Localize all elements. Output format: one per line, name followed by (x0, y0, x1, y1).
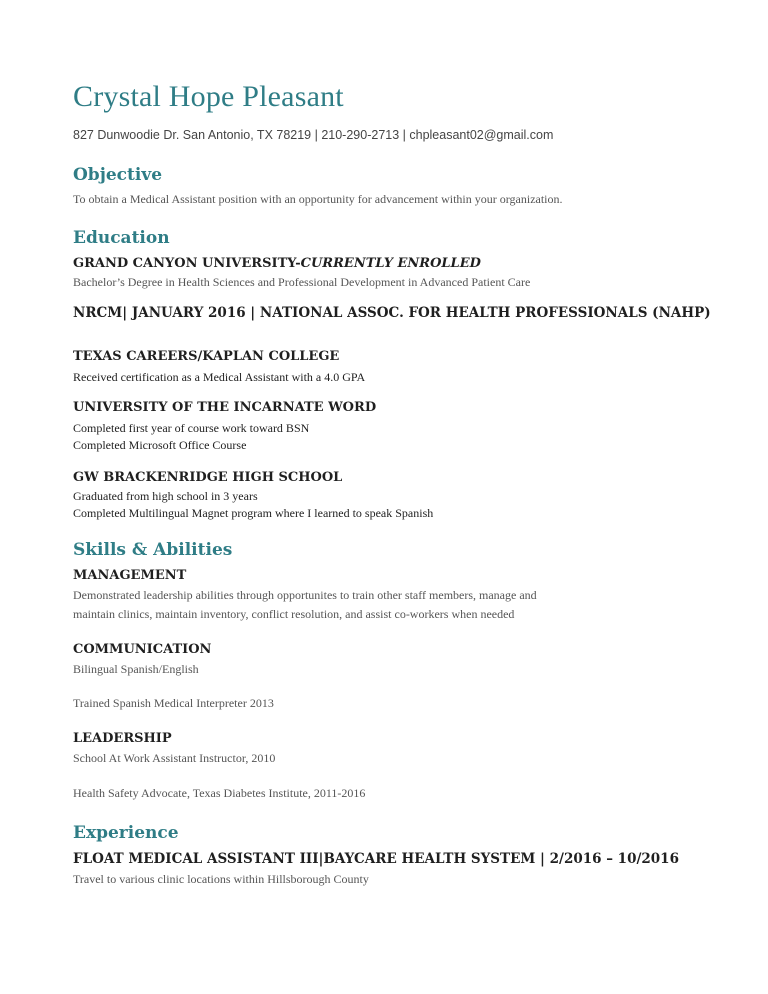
uiw-line-1: Completed first year of course work toward BSN (73, 421, 310, 435)
objective-text: To obtain a Medical Assistant position with an opportunity for advancement within your organization. (73, 192, 563, 206)
kaplan-title: TEXAS CAREERS/KAPLAN COLLEGE (73, 349, 340, 364)
kaplan-description: Received certification as a Medical Assistant with a 4.0 GPA (73, 370, 366, 384)
objective-heading: Objective (73, 165, 163, 185)
gcu-title (73, 256, 481, 271)
education-heading: Education (73, 228, 170, 248)
contact-line: 827 Dunwoodie Dr. San Antonio, TX 78219 | 210-290-2713 | chpleasant02@gmail.com (73, 128, 554, 142)
nrcm-line: NRCM| JANUARY 2016 | NATIONAL ASSOC. FOR HEALTH PROFESSIONALS (NAHP) (73, 305, 711, 321)
gw-title: GW BRACKENRIDGE HIGH SCHOOL (73, 470, 343, 485)
communication-line-1: Bilingual Spanish/English (73, 662, 199, 676)
management-line-2: maintain clinics, maintain inventory, conflict resolution, and assist co-workers when needed (73, 607, 515, 621)
gw-line-1: Graduated from high school in 3 years (73, 489, 258, 503)
gcu-name: GRAND CANYON UNIVERSITY- (73, 256, 301, 271)
communication-title: COMMUNICATION (73, 642, 212, 657)
gw-line-2: Completed Multilingual Magnet program where I learned to speak Spanish (73, 506, 434, 520)
job-1-title: FLOAT MEDICAL ASSISTANT III|BAYCARE HEALTH SYSTEM | 2/2016 – 10/2016 (73, 851, 679, 867)
skills-heading: Skills & Abilities (73, 540, 233, 560)
leadership-title: LEADERSHIP (73, 731, 172, 746)
uiw-title: UNIVERSITY OF THE INCARNATE WORD (73, 400, 377, 415)
gcu-description: Bachelor’s Degree in Health Sciences and Professional Development in Advanced Patient Care (73, 275, 531, 289)
communication-line-2: Trained Spanish Medical Interpreter 2013 (73, 696, 274, 710)
leadership-line-1: School At Work Assistant Instructor, 2010 (73, 751, 276, 765)
experience-heading: Experience (73, 823, 179, 843)
candidate-name: Crystal Hope Pleasant (73, 80, 344, 113)
uiw-line-2: Completed Microsoft Office Course (73, 438, 247, 452)
gcu-status: CURRENTLY ENROLLED (300, 256, 481, 271)
management-title: MANAGEMENT (73, 568, 187, 583)
job-1-description: Travel to various clinic locations within Hillsborough County (73, 872, 369, 886)
management-line-1: Demonstrated leadership abilities through opportunites to train other staff members, manage and (73, 588, 537, 602)
leadership-line-2: Health Safety Advocate, Texas Diabetes Institute, 2011-2016 (73, 786, 366, 800)
